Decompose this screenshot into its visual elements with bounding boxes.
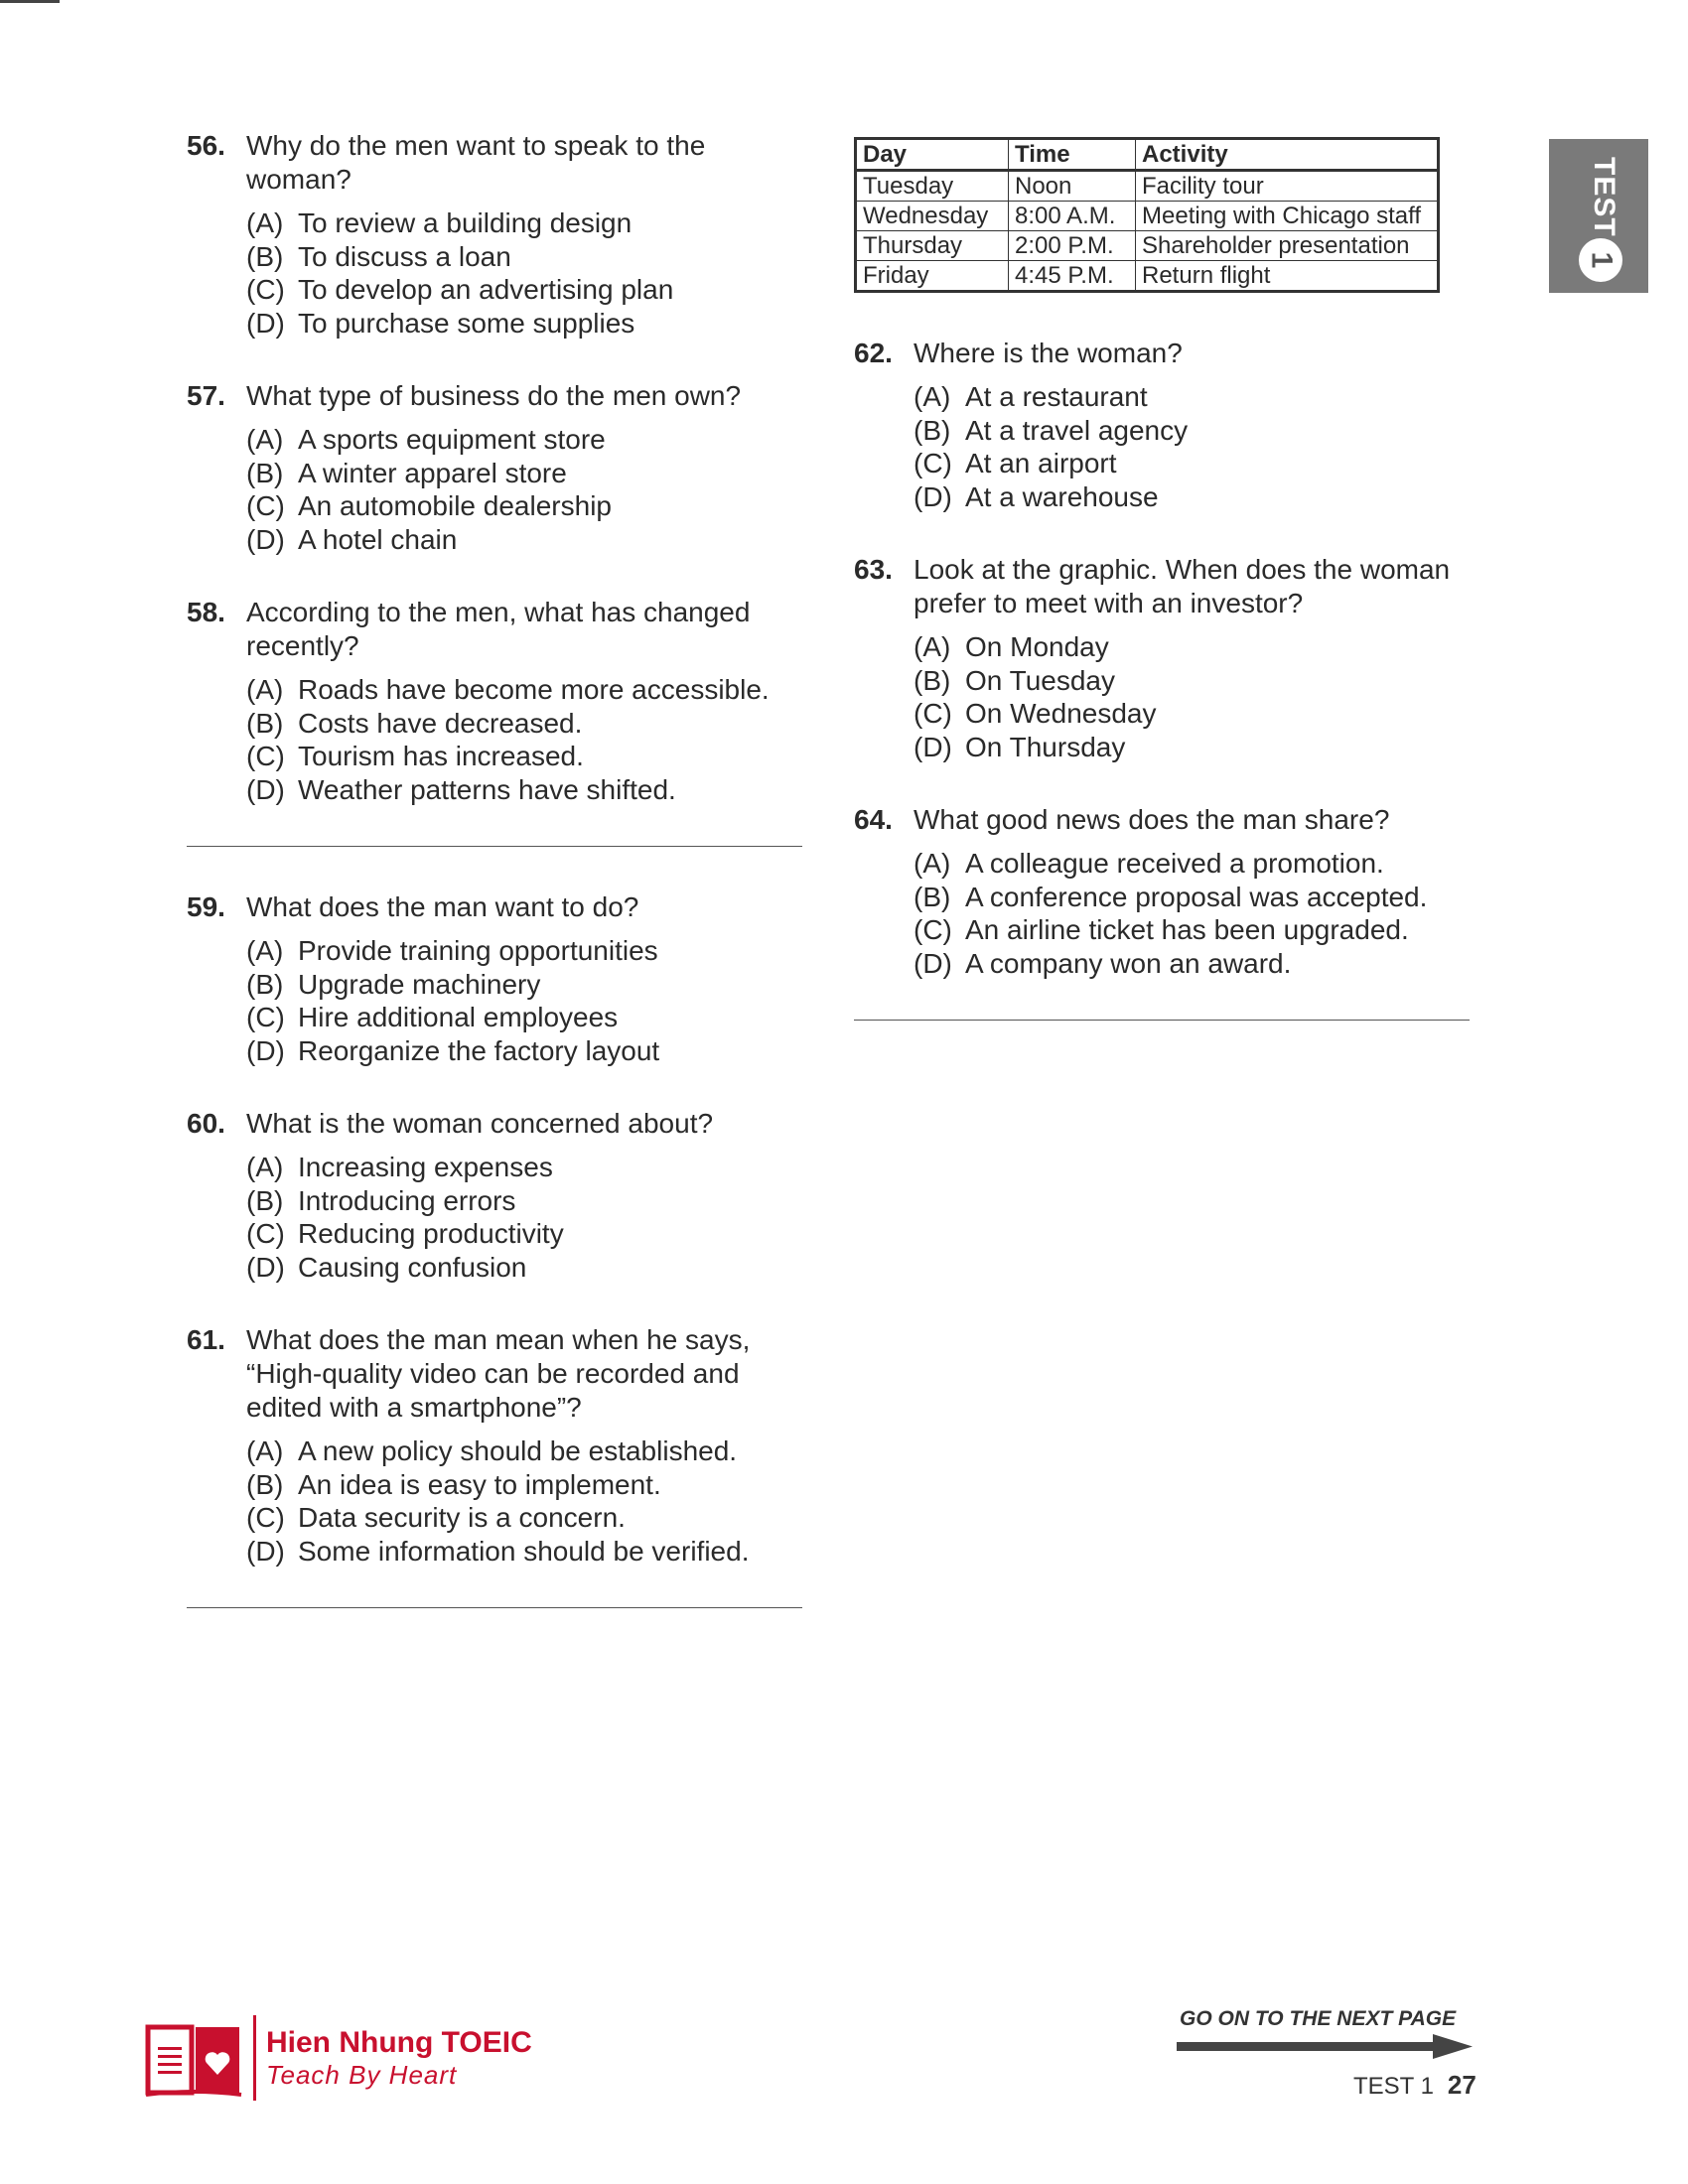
option-text: Reorganize the factory layout <box>298 1034 660 1066</box>
next-page-prompt <box>1177 2007 1475 2066</box>
question-number: 63. <box>854 554 893 585</box>
schedule-cell-activity: Facility tour <box>1136 171 1439 202</box>
option-text: To discuss a loan <box>298 240 511 272</box>
question-text: Why do the men want to speak to the woman? <box>246 130 706 195</box>
section-divider <box>187 1607 802 1608</box>
answer-options <box>246 1434 812 1568</box>
question-number: 56. <box>187 130 225 161</box>
question-text: What type of business do the men own? <box>246 380 742 411</box>
option-letter: (B) <box>914 414 951 446</box>
answer-option <box>246 240 812 274</box>
option-text: Upgrade machinery <box>298 968 541 1000</box>
question-61 <box>187 1323 812 1568</box>
answer-option <box>914 380 1489 414</box>
option-letter: (A) <box>246 424 284 455</box>
option-letter: (B) <box>246 707 284 739</box>
book-heart-icon <box>144 2019 243 2097</box>
option-letter: (A) <box>246 674 284 705</box>
question-text: What good news does the man share? <box>914 804 1390 835</box>
answer-option <box>246 1501 812 1535</box>
option-text: At a travel agency <box>965 414 1189 446</box>
option-text: Tourism has increased. <box>298 741 584 771</box>
question-stem <box>854 337 1489 370</box>
page-number: 27 <box>1447 2070 1477 2100</box>
option-letter: (C) <box>246 490 285 521</box>
schedule-header-row <box>856 139 1439 171</box>
question-stem <box>187 129 812 197</box>
right-column <box>854 137 1489 1064</box>
answer-option <box>914 414 1489 448</box>
question-text: What does the man want to do? <box>246 891 639 922</box>
schedule-cell-time: 2:00 P.M. <box>1009 231 1136 261</box>
question-stem <box>854 803 1489 837</box>
option-letter: (B) <box>246 1468 284 1500</box>
schedule-table <box>854 137 1440 293</box>
option-text: A new policy should be established. <box>298 1435 738 1466</box>
question-number: 64. <box>854 804 893 835</box>
option-letter: (C) <box>914 914 952 945</box>
answer-option <box>246 707 812 741</box>
logo-divider <box>253 2015 256 2101</box>
schedule-cell-day: Thursday <box>856 231 1009 261</box>
answer-option <box>914 913 1489 947</box>
schedule-row <box>856 202 1439 231</box>
question-60 <box>187 1107 812 1284</box>
option-text: A company won an award. <box>965 947 1292 979</box>
answer-options <box>246 1151 812 1284</box>
option-text: On Thursday <box>965 731 1126 762</box>
answer-options <box>914 630 1489 763</box>
page-footer <box>1353 2070 1477 2101</box>
question-number: 59. <box>187 891 225 922</box>
option-text: A sports equipment store <box>298 424 606 455</box>
answer-option <box>914 664 1489 698</box>
question-stem <box>187 1107 812 1141</box>
answer-option <box>914 847 1489 881</box>
option-text: At a warehouse <box>965 480 1159 512</box>
page-edge-mark <box>0 0 60 3</box>
option-text: At an airport <box>965 448 1117 478</box>
option-letter: (B) <box>246 457 284 488</box>
question-62 <box>854 337 1489 513</box>
question-stem <box>187 890 812 924</box>
option-letter: (C) <box>246 741 285 771</box>
tab-number: 1 <box>1585 251 1618 269</box>
option-text: Data security is a concern. <box>298 1502 626 1533</box>
option-letter: (A) <box>246 1435 284 1466</box>
option-text: Introducing errors <box>298 1184 516 1216</box>
option-text: At a restaurant <box>965 381 1148 412</box>
option-text: To review a building design <box>298 207 633 238</box>
question-stem <box>187 379 812 413</box>
option-text: To purchase some supplies <box>298 307 635 339</box>
question-text: Look at the graphic. When does the woman prefer to meet with an investor? <box>914 554 1451 618</box>
option-letter: (D) <box>246 523 285 555</box>
question-text: What does the man mean when he says, “High-quality video can be recorded and edited with a smartphone”? <box>246 1324 751 1423</box>
answer-option <box>246 523 812 557</box>
option-letter: (D) <box>914 480 952 512</box>
question-text: According to the men, what has changed recently? <box>246 597 751 661</box>
schedule-header-activity: Activity <box>1136 139 1439 171</box>
answer-option <box>246 1468 812 1502</box>
schedule-cell-time: 4:45 P.M. <box>1009 261 1136 292</box>
question-stem <box>187 596 812 663</box>
schedule-cell-time: 8:00 A.M. <box>1009 202 1136 231</box>
answer-option <box>914 447 1489 480</box>
option-letter: (B) <box>914 664 951 696</box>
question-57 <box>187 379 812 556</box>
answer-option <box>914 947 1489 981</box>
answer-option <box>246 1535 812 1569</box>
option-text: A colleague received a promotion. <box>965 848 1384 879</box>
schedule-cell-day: Tuesday <box>856 171 1009 202</box>
question-number: 58. <box>187 597 225 627</box>
option-letter: (C) <box>914 698 952 729</box>
schedule-cell-day: Friday <box>856 261 1009 292</box>
section-divider <box>187 846 802 847</box>
tab-number-badge <box>1579 238 1622 282</box>
option-text: Weather patterns have shifted. <box>298 773 676 805</box>
schedule-row <box>856 231 1439 261</box>
schedule-row <box>856 261 1439 292</box>
question-number: 60. <box>187 1108 225 1139</box>
question-63 <box>854 553 1489 763</box>
test-section-tab <box>1549 139 1648 293</box>
option-text: Roads have become more accessible. <box>298 674 770 705</box>
option-letter: (A) <box>246 207 284 238</box>
answer-option <box>246 1001 812 1034</box>
option-text: On Wednesday <box>965 698 1157 729</box>
answer-options <box>246 206 812 340</box>
answer-option <box>914 731 1489 764</box>
option-text: Reducing productivity <box>298 1218 564 1249</box>
answer-option <box>246 773 812 807</box>
option-text: Provide training opportunities <box>298 935 658 966</box>
option-letter: (A) <box>246 1152 284 1182</box>
option-text: A hotel chain <box>298 523 458 555</box>
option-text: Costs have decreased. <box>298 707 583 739</box>
answer-options <box>246 673 812 806</box>
option-letter: (D) <box>246 1251 285 1283</box>
option-text: A winter apparel store <box>298 457 567 488</box>
answer-option <box>246 1434 812 1468</box>
schedule-row <box>856 171 1439 202</box>
footer-test-label: TEST 1 <box>1353 2073 1434 2100</box>
answer-option <box>246 457 812 490</box>
option-letter: (B) <box>914 881 951 912</box>
question-text: What is the woman concerned about? <box>246 1108 714 1139</box>
answer-option <box>246 489 812 523</box>
answer-option <box>246 423 812 457</box>
option-letter: (C) <box>246 1218 285 1249</box>
question-stem <box>187 1323 812 1425</box>
option-letter: (A) <box>914 381 951 412</box>
publisher-logo <box>144 2015 532 2101</box>
answer-option <box>246 968 812 1002</box>
logo-text <box>266 2026 532 2090</box>
option-text: Causing confusion <box>298 1251 527 1283</box>
schedule-cell-activity: Meeting with Chicago staff <box>1136 202 1439 231</box>
answer-options <box>914 847 1489 980</box>
question-stem <box>854 553 1489 620</box>
tab-label: TEST <box>1588 157 1620 237</box>
next-page-label: GO ON TO THE NEXT PAGE <box>1180 2007 1457 2030</box>
answer-option <box>914 480 1489 514</box>
question-text: Where is the woman? <box>914 338 1183 368</box>
question-59 <box>187 890 812 1067</box>
answer-option <box>914 697 1489 731</box>
option-letter: (C) <box>246 274 285 305</box>
answer-option <box>246 1184 812 1218</box>
option-letter: (D) <box>246 1535 285 1567</box>
schedule-header-day: Day <box>856 139 1009 171</box>
answer-options <box>914 380 1489 513</box>
answer-option <box>914 881 1489 914</box>
option-letter: (D) <box>246 773 285 805</box>
option-letter: (C) <box>246 1002 285 1032</box>
option-text: An airline ticket has been upgraded. <box>965 914 1409 945</box>
answer-option <box>246 673 812 707</box>
section-divider <box>854 1020 1470 1021</box>
question-56 <box>187 129 812 340</box>
option-text: On Tuesday <box>965 664 1115 696</box>
logo-brand: Hien Nhung TOEIC <box>266 2026 532 2059</box>
option-text: An idea is easy to implement. <box>298 1468 661 1500</box>
answer-option <box>246 307 812 341</box>
option-text: On Monday <box>965 631 1109 662</box>
answer-option <box>246 273 812 307</box>
left-column <box>187 129 812 1652</box>
question-number: 61. <box>187 1324 225 1355</box>
option-text: An automobile dealership <box>298 490 612 521</box>
arrow-right-icon <box>1177 2031 1475 2061</box>
option-letter: (B) <box>246 968 284 1000</box>
question-64 <box>854 803 1489 980</box>
answer-option <box>246 1034 812 1068</box>
schedule-cell-activity: Shareholder presentation <box>1136 231 1439 261</box>
option-letter: (C) <box>914 448 952 478</box>
option-letter: (B) <box>246 1184 284 1216</box>
option-text: To develop an advertising plan <box>298 274 674 305</box>
schedule-cell-time: Noon <box>1009 171 1136 202</box>
answer-option <box>246 1151 812 1184</box>
answer-option <box>246 1217 812 1251</box>
option-text: Hire additional employees <box>298 1002 619 1032</box>
option-text: Some information should be verified. <box>298 1535 750 1567</box>
option-letter: (D) <box>246 307 285 339</box>
option-letter: (D) <box>246 1034 285 1066</box>
schedule-header-time: Time <box>1009 139 1136 171</box>
answer-option <box>246 206 812 240</box>
schedule-cell-day: Wednesday <box>856 202 1009 231</box>
option-letter: (A) <box>914 848 951 879</box>
answer-option <box>246 740 812 773</box>
answer-option <box>914 630 1489 664</box>
option-letter: (D) <box>914 731 952 762</box>
option-text: Increasing expenses <box>298 1152 553 1182</box>
schedule-cell-activity: Return flight <box>1136 261 1439 292</box>
option-letter: (D) <box>914 947 952 979</box>
option-letter: (A) <box>246 935 284 966</box>
logo-tagline: Teach By Heart <box>266 2060 458 2090</box>
option-text: A conference proposal was accepted. <box>965 881 1428 912</box>
answer-option <box>246 1251 812 1285</box>
option-letter: (C) <box>246 1502 285 1533</box>
question-number: 57. <box>187 380 225 411</box>
option-letter: (A) <box>914 631 951 662</box>
answer-options <box>246 934 812 1067</box>
answer-options <box>246 423 812 556</box>
answer-option <box>246 934 812 968</box>
question-58 <box>187 596 812 806</box>
question-number: 62. <box>854 338 893 368</box>
right-question-list <box>854 337 1489 1021</box>
option-letter: (B) <box>246 240 284 272</box>
